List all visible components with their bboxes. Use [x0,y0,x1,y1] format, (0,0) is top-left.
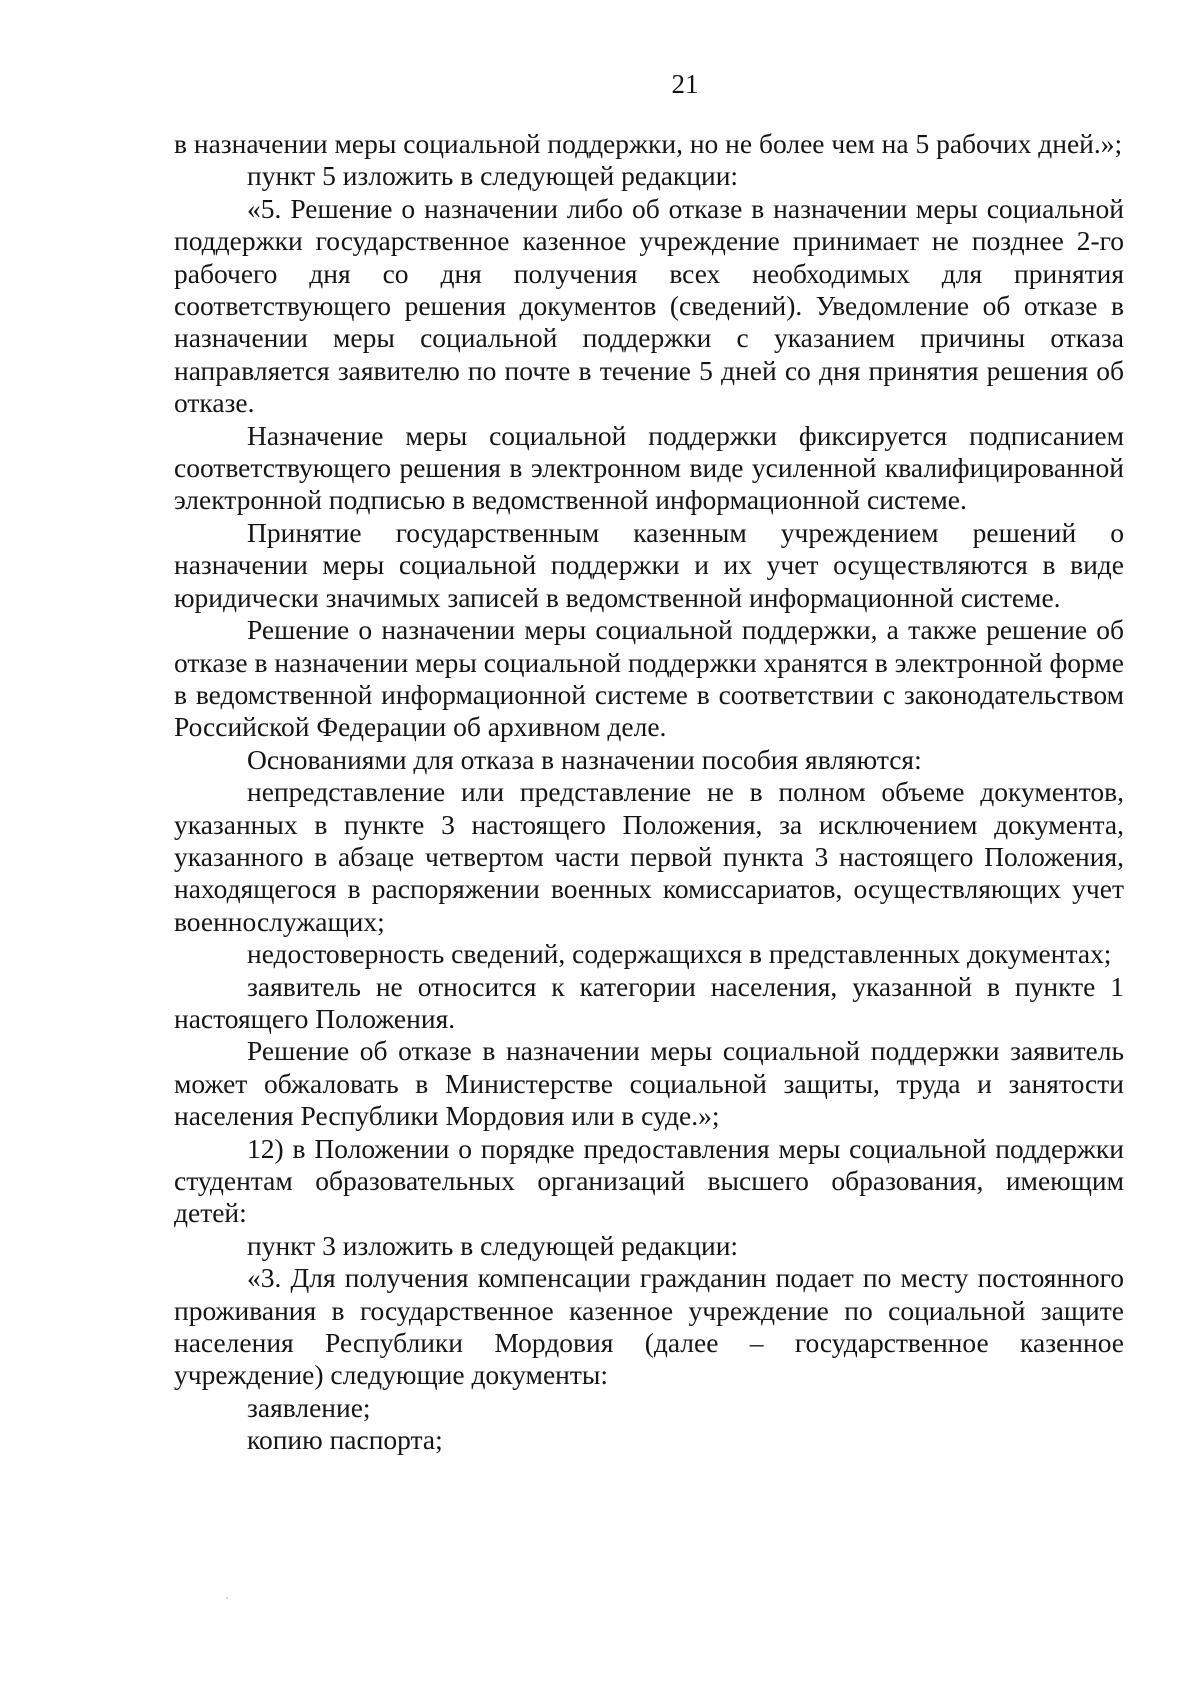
paragraph: Решение о назначении меры социальной поддержки, а также решение об отказе в назначении меры социальной поддержки хранятся в электронной форме в ведомственной информационной системе в соответствии с законодательством Российской Федерации об архивном деле. [174,614,1124,743]
paragraph: «5. Решение о назначении либо об отказе в назначении меры социальной поддержки государственное казенное учреждение принимает не позднее 2-го рабочего дня со дня получения всех необходимых для принятия соответствующего решения документов (сведений). Уведомление об отказе в назначении меры социальной поддержки с указанием причины отказа направляется заявителю по почте в течение 5 дней со дня принятия решения об отказе. [174,192,1124,419]
paragraph: непредставление или представление не в полном объеме документов, указанных в пункте 3 настоящего Положения, за исключением документа, указанного в абзаце четвертом части первой пункта 3 настоящего Положения, находящегося в распоряжении военных комиссариатов, осуществляющих учет военнослужащих; [174,776,1124,937]
paragraph: заявление; [247,1391,371,1423]
scan-speck [226,1597,228,1599]
paragraph: 12) в Положении о порядке предоставления меры социальной поддержки студентам образовательных организаций высшего образования, имеющим детей: [174,1132,1124,1229]
paragraph: в назначении меры социальной поддержки, но не более чем на 5 рабочих дней.»; [174,128,1123,159]
document-body [174,128,1124,1457]
paragraph: копию паспорта; [247,1424,443,1456]
paragraph: пункт 5 изложить в следующей редакции: [247,160,739,192]
paragraph: Решение об отказе в назначении меры социальной поддержки заявитель может обжаловать в Министерстве социальной защиты, труда и занятости населения Республики Мордовия или в суде.»; [174,1035,1124,1132]
paragraph: Основаниями для отказа в назначении пособия являются: [247,743,922,775]
page-number: 21 [671,69,699,99]
paragraph: заявитель не относится к категории населения, указанной в пункте 1 настоящего Положения. [174,970,1124,1034]
paragraph: «3. Для получения компенсации гражданин подает по месту постоянного проживания в государственное казенное учреждение по социальной защите населения Республики Мордовия (далее – государственное казенное учреждение) следующие документы: [174,1262,1124,1391]
paragraph: недостоверность сведений, содержащихся в представленных документах; [247,938,1112,970]
paragraph: Принятие государственным казенным учреждением решений о назначении меры социальной поддержки и их учет осуществляются в виде юридически значимых записей в ведомственной информационной системе. [174,516,1124,613]
paragraph: Назначение меры социальной поддержки фиксируется подписанием соответствующего решения в электронном виде усиленной квалифицированной электронной подписью в ведомственной информационной системе. [174,419,1124,516]
paragraph: пункт 3 изложить в следующей редакции: [247,1229,739,1261]
